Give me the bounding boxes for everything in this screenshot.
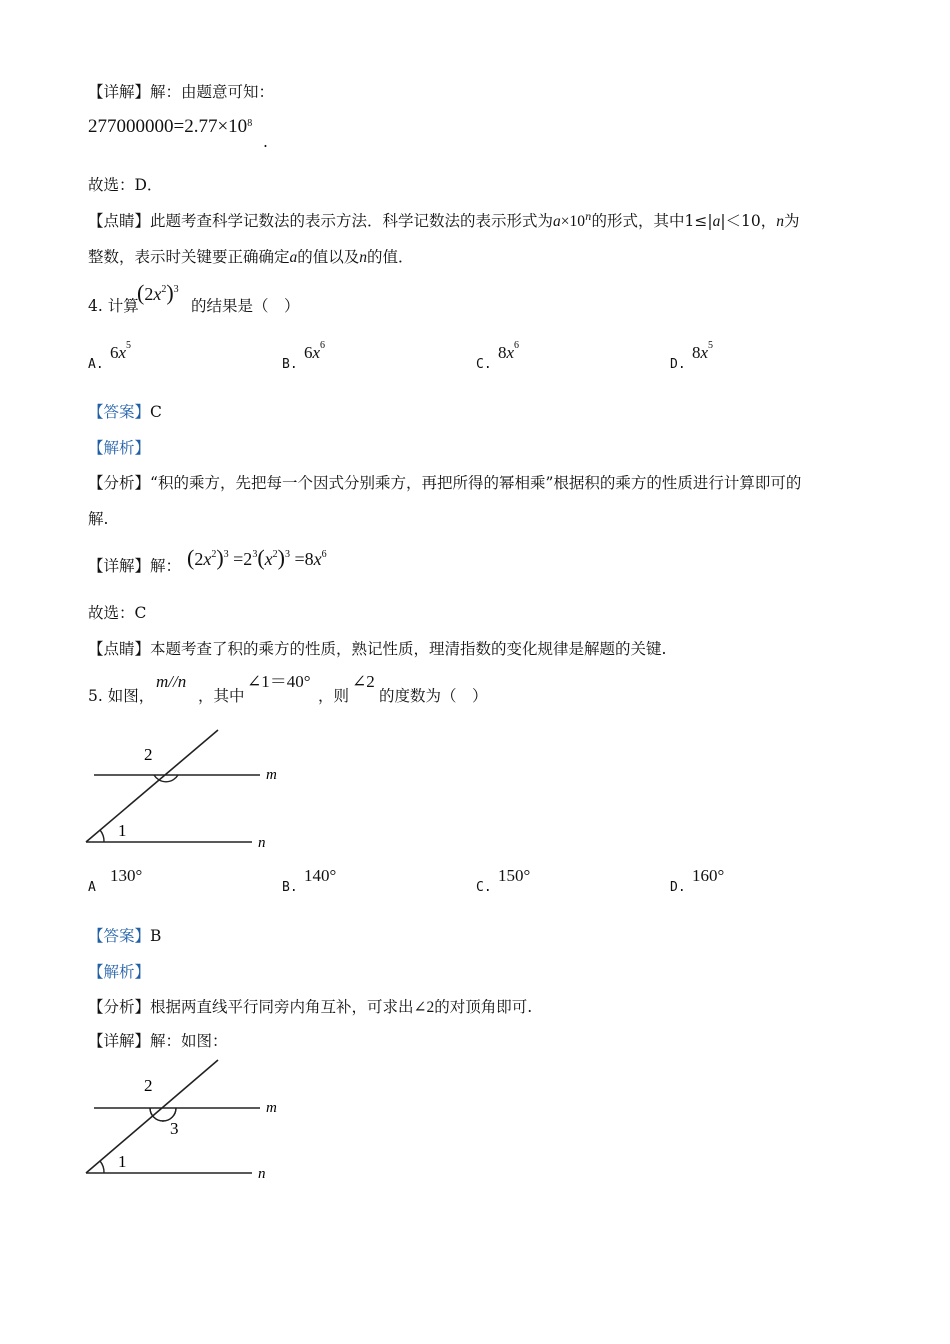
exp-n: n bbox=[585, 212, 592, 223]
expr-var: x bbox=[153, 284, 162, 304]
comment-text: 的值． bbox=[367, 248, 414, 266]
parallel-expr: m//n bbox=[156, 672, 187, 691]
var-n: n bbox=[359, 249, 368, 266]
option-value: 130° bbox=[110, 866, 143, 885]
q5-mid: ，其中 bbox=[198, 687, 245, 705]
question-number: 4. 计算 bbox=[88, 297, 139, 315]
expr-outer-exp: 3 bbox=[173, 284, 179, 295]
detail-label: 【详解】 bbox=[88, 83, 151, 101]
eq-exp: 2 bbox=[211, 549, 217, 560]
answer-label: 【答案】 bbox=[88, 927, 151, 945]
option-label: A. bbox=[88, 357, 104, 372]
answer-label: 【答案】 bbox=[88, 403, 151, 421]
option-label: B. bbox=[282, 357, 298, 372]
detail-text: 解： bbox=[150, 557, 182, 575]
q5-solution-figure bbox=[80, 1052, 300, 1187]
eq-var: x bbox=[203, 549, 212, 569]
detail-text: 解：由题意可知： bbox=[150, 83, 275, 101]
analysis-text: 根据两直线平行同旁内角互补，可求出 bbox=[150, 998, 414, 1016]
q3-comment-line2 bbox=[88, 247, 414, 268]
option-value: 140° bbox=[304, 866, 337, 885]
q3-choice: 故选：D． bbox=[88, 176, 163, 194]
eq-var: x bbox=[264, 549, 273, 569]
comment-text: 的值以及 bbox=[297, 248, 360, 266]
option-value: 150° bbox=[498, 866, 531, 885]
comment-text: 的形式，其中1≤| bbox=[591, 212, 713, 230]
angle1-arc bbox=[100, 1161, 104, 1173]
option-label: D. bbox=[670, 880, 686, 895]
expr-inner-exp: 2 bbox=[161, 284, 167, 295]
answer-value: C bbox=[150, 403, 162, 421]
q3-comment-line1 bbox=[88, 211, 800, 232]
eq-end: =8 bbox=[294, 549, 314, 569]
option-label: C. bbox=[476, 880, 492, 895]
option-value: 160° bbox=[692, 866, 725, 885]
q5-answer bbox=[88, 926, 161, 946]
formula-period: . bbox=[263, 133, 268, 151]
option-label: C. bbox=[476, 357, 492, 372]
var-a: a bbox=[289, 249, 298, 266]
option-label: A bbox=[88, 880, 96, 895]
comment-label: 【点睛】 bbox=[88, 212, 151, 230]
option-coef: 8 bbox=[498, 343, 507, 362]
eq-exp: 3 bbox=[284, 549, 290, 560]
q4-suffix: 的结果是（ ） bbox=[191, 297, 300, 315]
analysis-tag: 【分析】 bbox=[88, 474, 151, 492]
q4-answer bbox=[88, 402, 162, 422]
q4-comment bbox=[88, 639, 666, 659]
formula-times: ×10 bbox=[217, 116, 248, 137]
option-label: B. bbox=[282, 880, 298, 895]
comment-text: 此题考查科学记数法的表示方法．科学记数法的表示形式为 bbox=[150, 212, 554, 230]
label-1: 1 bbox=[118, 1152, 127, 1171]
angle1-arc bbox=[100, 830, 104, 842]
q4-analysis-line1 bbox=[88, 473, 801, 493]
detail-label: 【详解】 bbox=[88, 557, 151, 575]
q4-expression: $(2x^2)^3$ bbox=[137, 280, 179, 305]
option-exp: 6 bbox=[320, 340, 326, 351]
q5-analysis-line bbox=[88, 997, 532, 1018]
q4-question bbox=[88, 296, 139, 316]
eq-coef: 2 bbox=[194, 549, 204, 569]
label-1: 1 bbox=[118, 821, 127, 840]
option-exp: 5 bbox=[126, 340, 132, 351]
label-m: m bbox=[266, 767, 277, 783]
formula-left: 277000000=2.77 bbox=[88, 116, 218, 137]
q5-angle1: ∠1＝40° bbox=[247, 672, 311, 691]
comment-text: 为 bbox=[784, 212, 800, 230]
q4-analysis-label: 【解析】 bbox=[88, 439, 151, 457]
var-a: a bbox=[553, 213, 561, 230]
option-exp: 6 bbox=[514, 340, 520, 351]
label-3: 3 bbox=[170, 1119, 179, 1138]
label-2: 2 bbox=[144, 1076, 153, 1095]
q5-question bbox=[88, 686, 154, 706]
label-n: n bbox=[258, 1166, 266, 1182]
q5-detail-line bbox=[88, 1031, 228, 1051]
label-m: m bbox=[266, 1100, 277, 1116]
var-n: n bbox=[776, 213, 785, 230]
times-ten: ×10 bbox=[560, 213, 586, 230]
option-var: x bbox=[312, 343, 321, 362]
analysis-angle: ∠2 bbox=[413, 999, 435, 1016]
label-n: n bbox=[258, 835, 266, 851]
q3-formula bbox=[88, 117, 252, 137]
comment-text: 整数，表示时关键要正确确定 bbox=[88, 248, 290, 266]
comment-text: |＜10， bbox=[720, 212, 777, 230]
formula-exponent: 8 bbox=[247, 118, 253, 129]
eq-exp: 2 bbox=[272, 549, 278, 560]
analysis-text: 的对顶角即可. bbox=[434, 998, 533, 1016]
detail-label: 【详解】 bbox=[88, 1032, 151, 1050]
eq-var: x bbox=[313, 549, 322, 569]
eq-exp: 3 bbox=[223, 549, 229, 560]
q5-analysis-label: 【解析】 bbox=[88, 963, 151, 981]
q4-detail-equation: $(2x^2)^3 =2^3(x^2)^3 =8x^6$ bbox=[187, 545, 327, 570]
comment-label: 【点睛】 bbox=[88, 640, 151, 658]
option-coef: 6 bbox=[110, 343, 119, 362]
q3-detail-line bbox=[88, 82, 274, 102]
q5-figure bbox=[80, 720, 300, 855]
q4-analysis-line2: 解. bbox=[88, 510, 109, 528]
analysis-tag: 【分析】 bbox=[88, 998, 151, 1016]
question-number: 5. 如图， bbox=[88, 687, 155, 705]
option-label: D. bbox=[670, 357, 686, 372]
option-var: x bbox=[118, 343, 127, 362]
q5-then: ，则 bbox=[318, 687, 350, 705]
q5-angle2: ∠2 bbox=[352, 672, 375, 691]
expr-coef: 2 bbox=[144, 284, 154, 304]
eq-exp: 3 bbox=[252, 549, 258, 560]
q4-choice: 故选：C bbox=[88, 604, 147, 622]
q4-detail-line bbox=[88, 556, 181, 576]
detail-text: 解：如图： bbox=[150, 1032, 228, 1050]
option-coef: 6 bbox=[304, 343, 313, 362]
eq-mid: =2 bbox=[233, 549, 253, 569]
answer-value: B bbox=[150, 927, 162, 945]
option-exp: 5 bbox=[708, 340, 714, 351]
option-coef: 8 bbox=[692, 343, 701, 362]
label-2: 2 bbox=[144, 745, 153, 764]
comment-text: 本题考查了积的乘方的性质，熟记性质，理清指数的变化规律是解题的关键. bbox=[150, 640, 667, 658]
analysis-text: “积的乘方，先把每一个因式分别乘方，再把所得的幂相乘”根据积的乘方的性质进行计算即可的 bbox=[150, 474, 802, 492]
q5-parallel bbox=[156, 672, 186, 692]
q5-suffix: 的度数为（ ） bbox=[379, 687, 488, 705]
option-var: x bbox=[700, 343, 709, 362]
option-var: x bbox=[506, 343, 515, 362]
eq-exp: 6 bbox=[321, 549, 327, 560]
var-a: a bbox=[712, 213, 721, 230]
